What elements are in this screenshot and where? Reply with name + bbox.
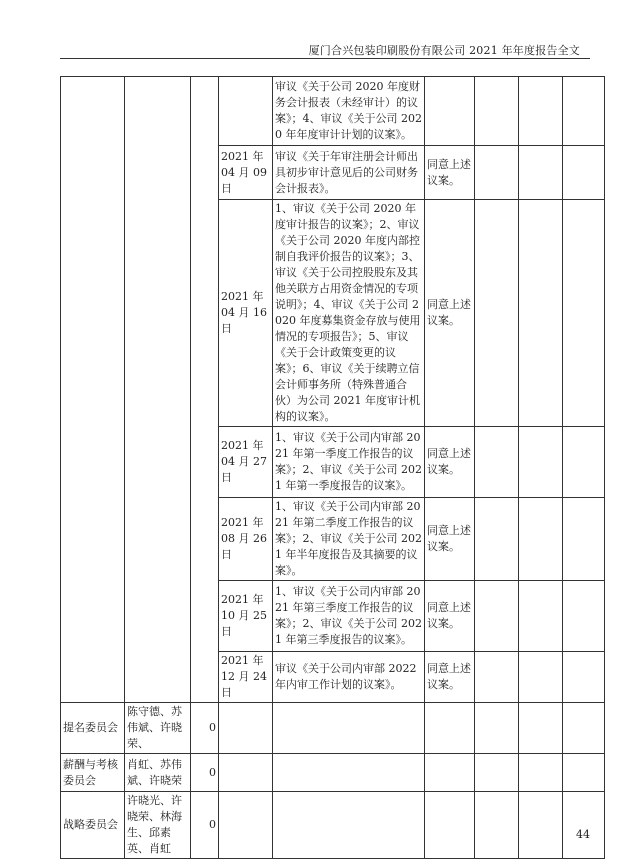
meeting-opinion: 同意上述议案。 [425, 200, 475, 427]
empty-cell [219, 792, 273, 859]
meeting-count: 0 [191, 703, 219, 754]
empty-cell [563, 146, 605, 200]
empty-cell [475, 792, 519, 859]
empty-cell [519, 792, 563, 859]
empty-cell [519, 703, 563, 754]
meeting-content: 1、审议《关于公司内审部 2021 年第一季度工作报告的议案》；2、审议《关于公司 2021 年第一季度报告的议案》。 [273, 427, 425, 498]
meeting-count: 0 [191, 754, 219, 792]
meeting-opinion: 同意上述议案。 [425, 498, 475, 581]
empty-cell [563, 792, 605, 859]
committee-meetings-table [60, 76, 605, 859]
empty-cell [563, 703, 605, 754]
meeting-count-cell [191, 77, 219, 703]
header-rule [60, 58, 590, 59]
committee-name: 提名委员会 [61, 703, 125, 754]
empty-cell [425, 792, 475, 859]
meeting-opinion: 同意上述议案。 [425, 146, 475, 200]
committee-members: 陈守德、苏伟斌、许晓荣、 [125, 703, 191, 754]
table-row [61, 792, 605, 859]
meeting-date: 2021 年 04 月 27 日 [219, 427, 273, 498]
empty-cell [563, 427, 605, 498]
empty-cell [219, 703, 273, 754]
empty-cell [519, 754, 563, 792]
empty-cell [563, 754, 605, 792]
table-row [61, 703, 605, 754]
empty-cell [519, 427, 563, 498]
meeting-opinion: 同意上述议案。 [425, 581, 475, 652]
meeting-date: 2021 年 04 月 09 日 [219, 146, 273, 200]
empty-cell [219, 754, 273, 792]
empty-cell [475, 77, 519, 146]
empty-cell [475, 652, 519, 703]
empty-cell [519, 498, 563, 581]
meeting-content: 1、审议《关于公司内审部 2021 年第三季度工作报告的议案》；2、审议《关于公司 2021 年第三季度报告的议案》。 [273, 581, 425, 652]
empty-cell [519, 652, 563, 703]
empty-cell [563, 581, 605, 652]
meeting-date: 2021 年 10 月 25 日 [219, 581, 273, 652]
empty-cell [519, 146, 563, 200]
empty-cell [475, 427, 519, 498]
empty-cell [475, 146, 519, 200]
committee-name: 战略委员会 [61, 792, 125, 859]
empty-cell [519, 77, 563, 146]
empty-cell [563, 77, 605, 146]
committee-name: 薪酬与考核委员会 [61, 754, 125, 792]
empty-cell [273, 703, 425, 754]
table-row [61, 754, 605, 792]
empty-cell [475, 703, 519, 754]
empty-cell [273, 792, 425, 859]
empty-cell [475, 498, 519, 581]
members-cell [125, 77, 191, 703]
meeting-content: 1、审议《关于公司 2020 年度审计报告的议案》；2、审议《关于公司 2020 年度内部控制自我评价报告的议案》；3、审议《关于公司控股股东及其他关联方占用资金情况的专项说明》；4、审议《关于公司 2020 年度募集资金存放与使用情况的专项报告》；5、审议《关于会计政策变更的议案》；6、审议《关于续聘立信会计师事务所（特殊普通合伙）为公司 2021 年度审计机构的议案》。 [273, 200, 425, 427]
empty-cell [475, 200, 519, 427]
meeting-opinion [425, 77, 475, 146]
meeting-count: 0 [191, 792, 219, 859]
meeting-date: 2021 年 04 月 16 日 [219, 200, 273, 427]
report-header: 厦门合兴包装印刷股份有限公司 2021 年年度报告全文 [308, 44, 580, 57]
meeting-date: 2021 年 08 月 26 日 [219, 498, 273, 581]
empty-cell [425, 754, 475, 792]
empty-cell [563, 652, 605, 703]
meeting-opinion: 同意上述议案。 [425, 652, 475, 703]
meeting-date [219, 77, 273, 146]
meeting-content: 审议《关于公司 2020 年度财务会计报表（未经审计）的议案》；4、审议《关于公司 2020 年年度审计计划的议案》。 [273, 77, 425, 146]
table-row [61, 77, 605, 146]
empty-cell [519, 200, 563, 427]
empty-cell [425, 703, 475, 754]
committee-name-cell [61, 77, 125, 703]
meeting-date: 2021 年 12 月 24 日 [219, 652, 273, 703]
meeting-content: 审议《关于公司内审部 2022 年内审工作计划的议案》。 [273, 652, 425, 703]
committee-members: 肖虹、苏伟斌、许晓荣 [125, 754, 191, 792]
empty-cell [273, 754, 425, 792]
meeting-content: 1、审议《关于公司内审部 2021 年第二季度工作报告的议案》；2、审议《关于公司 2021 年半年度报告及其摘要的议案》。 [273, 498, 425, 581]
committee-members: 许晓光、许晓荣、林海生、邱素英、肖虹 [125, 792, 191, 859]
page-number: 44 [576, 828, 590, 841]
empty-cell [563, 200, 605, 427]
empty-cell [475, 754, 519, 792]
meeting-content: 审议《关于年审注册会计师出具初步审计意见后的公司财务会计报表》。 [273, 146, 425, 200]
empty-cell [475, 581, 519, 652]
empty-cell [519, 581, 563, 652]
meeting-opinion: 同意上述议案。 [425, 427, 475, 498]
empty-cell [563, 498, 605, 581]
